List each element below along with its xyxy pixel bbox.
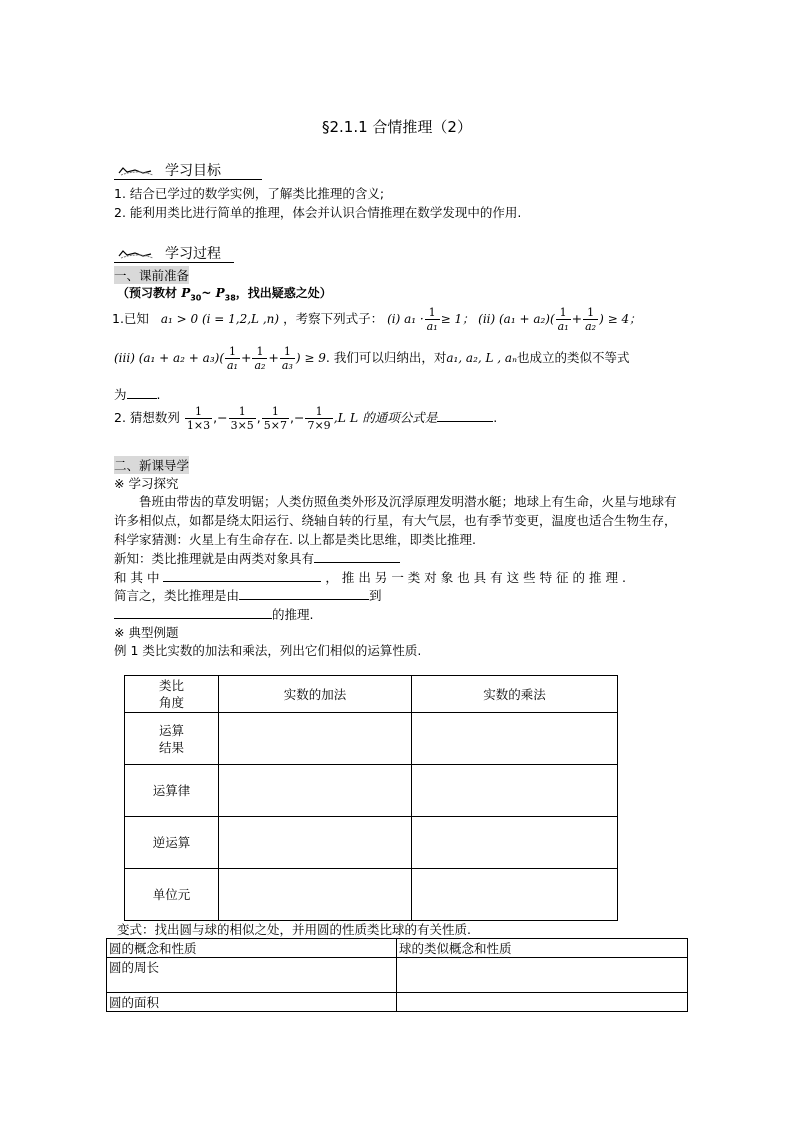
table-row (125, 817, 618, 869)
variant-text: 变式：找出圆与球的相似之处，并用圆的性质类比球的有关性质. (117, 922, 471, 937)
table-cell[interactable] (412, 869, 618, 921)
goal-2: 2. 能利用类比进行简单的推理，体会并认识合情推理在数学发现中的作用. (114, 205, 522, 220)
question-1-line-2: (iii) (a₁ + a₂ + a₃)( $\frac{1}{\text{a₁}}$ + $\frac{1}{\text{a₂}}$ + $\frac{1}{\text{a₃}}$ ) ≥ 9. 我们可以归纳出，对a₁, a₂, L , aₙ也成立的类似不等式 (114, 345, 630, 372)
row-label-identity: 单位元 (125, 869, 219, 921)
answer-blank[interactable] (239, 599, 369, 600)
table-cell[interactable] (397, 958, 688, 993)
table-header-circle: 圆的概念和性质 (107, 939, 397, 958)
section-process (117, 243, 221, 263)
newknow-line-1: 新知：类比推理就是由两类对象具有 (114, 549, 400, 567)
section-goals-label: 学习目标 (165, 163, 221, 179)
table-cell[interactable] (219, 869, 412, 921)
answer-blank[interactable] (163, 581, 321, 582)
table-cell[interactable] (219, 713, 412, 765)
row-label-inverse: 逆运算 (125, 817, 219, 869)
newknow-line-3: 简言之，类比推理是由 到 (114, 588, 382, 603)
question-1-line-1: 1.已知 a₁ > 0 (i = 1,2,L ,n) ，考察下列式子： (i) a₁ · $\frac{1}{\text{a₁}}$ ≥ 1； (ii) (a₁ + a₂)( $\frac{1}{\text{a₁}}$ + $\frac{1}{\text{a₂}}$ ) ≥ 4； (112, 306, 642, 333)
goal-1: 1. 结合已学过的数学实例，了解类比推理的含义; (114, 186, 385, 201)
table-cell[interactable] (397, 993, 688, 1012)
newlesson-heading: 二、新课导学 (114, 458, 190, 473)
row-label-circumference: 圆的周长 (107, 958, 397, 993)
table-row (107, 939, 688, 958)
answer-blank[interactable] (437, 421, 493, 422)
pen-icon (117, 247, 155, 261)
newknow-line-2: 和 其 中 ， 推 出 另 一 类 对 象 也 具 有 这 些 特 征 的 推 理 . (114, 570, 626, 585)
fraction-1-a1: $\frac{1}{\text{a₁}}$ (426, 306, 438, 333)
table-row (107, 958, 688, 993)
table-cell[interactable] (219, 817, 412, 869)
section-goals-underline (114, 179, 262, 180)
newknow-line-4: 的推理. (114, 605, 313, 623)
table-header-sphere: 球的类似概念和性质 (397, 939, 688, 958)
table-header-multiplication: 实数的乘法 (412, 676, 618, 713)
table-header-corner: 类比 角度 (125, 676, 219, 713)
table-row (125, 765, 618, 817)
table-row (125, 676, 618, 713)
table-row (125, 869, 618, 921)
table-header-addition: 实数的加法 (219, 676, 412, 713)
table-cell[interactable] (412, 765, 618, 817)
section-process-label: 学习过程 (165, 246, 221, 262)
pen-icon (117, 164, 155, 178)
table-row (107, 993, 688, 1012)
explore-text: 鲁班由带齿的草发明锯；人类仿照鱼类外形及沉浮原理发明潜水艇；地球上有生命，火星与地球有许多相似点，如都是绕太阳运行、绕轴自转的行星，有大气层，也有季节变更，温度也适合生物生存，科学家猜测：火星上有生命存在. 以上都是类比思维，即类比推理. (114, 494, 677, 547)
circle-sphere-table (106, 938, 688, 1012)
section-goals (117, 160, 221, 180)
answer-blank[interactable] (127, 398, 157, 399)
analogy-table (124, 675, 618, 921)
row-label-result: 运算 结果 (125, 713, 219, 765)
prep-heading: 一、课前准备 (114, 268, 190, 283)
example-1: 例 1 类比实数的加法和乘法，列出它们相似的运算性质. (114, 643, 422, 658)
table-cell[interactable] (412, 817, 618, 869)
table-cell[interactable] (219, 765, 412, 817)
question-1-line-3: 为 . (114, 387, 161, 402)
table-row (125, 713, 618, 765)
prep-note: （预习教材 $P_{30}\sim$ $P_{38}$，找出疑惑之处） (117, 286, 332, 303)
section-process-underline (114, 262, 234, 263)
example-heading: ※ 典型例题 (114, 625, 179, 640)
row-label-area: 圆的面积 (107, 993, 397, 1012)
table-cell[interactable] (412, 713, 618, 765)
question-2: 2. 猜想数列 $\frac{1}{1\times 3}$ ,− $\frac{1}{3\times 5}$ , $\frac{1}{5\times 7}$ ,− $\frac{1}{7\times 9}$ ,L L 的通项公式是 . (114, 405, 498, 432)
page-title: §2.1.1 合情推理（2） (322, 118, 472, 136)
answer-blank[interactable] (114, 618, 272, 619)
explore-heading: ※ 学习探究 (114, 476, 179, 491)
row-label-law: 运算律 (125, 765, 219, 817)
answer-blank[interactable] (314, 562, 400, 563)
